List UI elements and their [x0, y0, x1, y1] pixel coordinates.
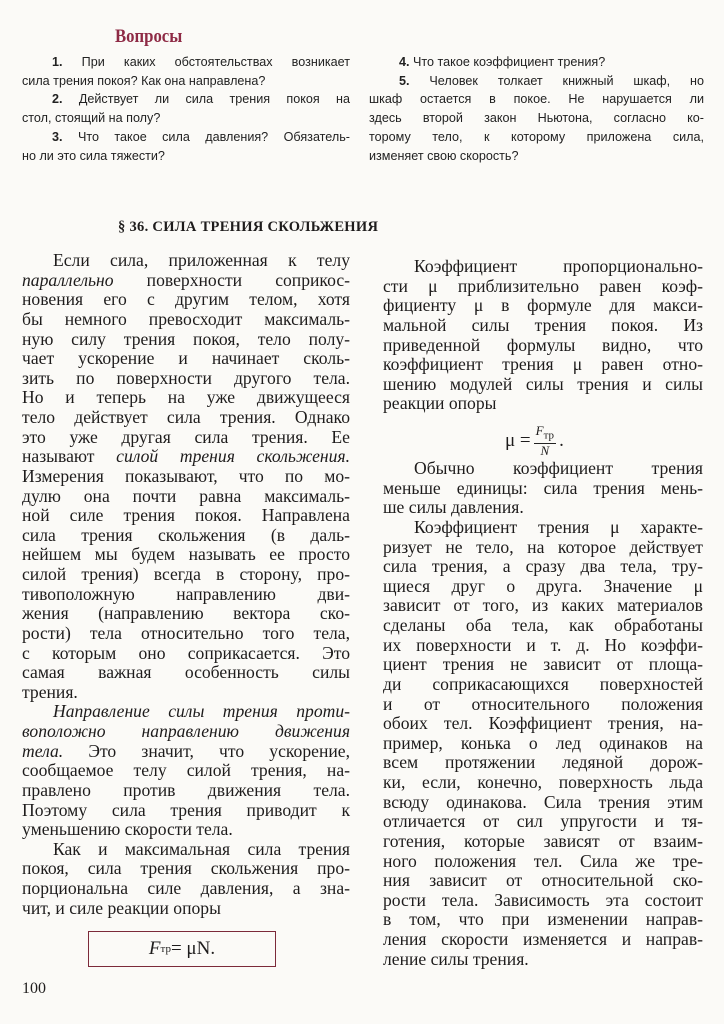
text-line: Коэффициент пропорционально-: [414, 256, 703, 276]
page-number: 100: [22, 980, 46, 997]
text-line: зить по поверхности другого тела.: [22, 367, 350, 388]
text-line: уменьшению скорости тела.: [22, 819, 233, 840]
text-line: самая важная особенность силы: [22, 662, 350, 683]
numerator-symbol: F: [535, 423, 544, 438]
text-line: сообщаемое телу силой трения, на-: [22, 760, 350, 781]
text-line: рости тела. Зависимость эта состоит: [383, 889, 703, 910]
text-line: ше силы давления.: [383, 497, 524, 518]
section-heading: § 36. СИЛА ТРЕНИЯ СКОЛЬЖЕНИЯ: [118, 219, 379, 235]
question-text: Что такое коэффициент трения?: [413, 55, 606, 69]
text-line: Поэтому сила трения приводит к: [22, 799, 350, 820]
question-number: 5.: [399, 73, 410, 88]
text-line: меньше единицы: сила трения мень-: [383, 477, 703, 498]
text-line: шению модулей силы трения и силы: [383, 373, 703, 394]
left-text-column: [22, 251, 350, 918]
text-line: сделаны оба тела, как обработаны: [383, 615, 703, 635]
text-line: силой трения) всегда в сторону, про-: [22, 564, 350, 584]
text-line: трения.: [22, 681, 78, 702]
paragraph: [22, 702, 350, 839]
question-number: 1.: [52, 55, 63, 69]
text-line: готения, которые зависят от взаим-: [383, 830, 703, 851]
friction-coefficient-formula: [505, 424, 564, 458]
question-line: [22, 53, 350, 72]
text-line: щиеся друг о друга. Значение μ: [383, 575, 703, 596]
text-line: приведенной формулы видно, что: [383, 334, 703, 355]
question-text: здесь второй закон Ньютона, согласно ко-: [369, 111, 704, 126]
text-line: Коэффициент трения μ характе-: [414, 516, 703, 537]
text-line: фициенту μ в формуле для макси-: [383, 295, 703, 316]
text-line: циент трения не зависит от площа-: [383, 654, 703, 675]
questions-title: Вопросы: [115, 26, 183, 47]
question-line: [369, 72, 704, 91]
italic-text: воположно направлению движения: [22, 721, 350, 741]
question-line: [22, 72, 350, 91]
text-line: ного положения тел. Сила же тре-: [383, 850, 703, 871]
right-text-column-bottom: [383, 459, 703, 969]
text-line: ления скорости изменяется и направ-: [383, 929, 703, 949]
text-line: их поверхности и т. д. Но коэффи-: [383, 634, 703, 655]
text-line: ки, если, конечно, поверхность льда: [383, 772, 703, 792]
question-text: стол, стоящий на полу?: [22, 111, 161, 126]
questions-left-column: [22, 53, 350, 165]
text-line: пример, конька о лед одинаков на: [383, 732, 703, 753]
questions-right-column: [369, 53, 704, 165]
question-text: но ли это сила тяжести?: [22, 148, 165, 163]
text-line: сила трения, а сразу два тела, тру-: [383, 556, 703, 577]
text-line: всем протяжении ледяной дорож-: [383, 752, 703, 773]
question-number: 4.: [399, 55, 410, 69]
text-line: бы немного превосходит максималь-: [22, 308, 350, 329]
text-line: чит, и силе реакции опоры: [22, 897, 221, 918]
text-line: Но и теперь на уже движущееся: [22, 387, 350, 408]
text-line: новения его с другим телом, хотя: [22, 289, 350, 310]
text-line: сти μ приблизительно равен коэф-: [383, 275, 703, 296]
question-text: изменяет свою скорость?: [369, 148, 519, 163]
question-number: 3.: [52, 129, 63, 144]
text-segment: Это значит, что ускорение,: [63, 740, 350, 761]
text-line: [22, 271, 350, 291]
text-line: ризует не тело, на которое действует: [383, 536, 703, 557]
numerator-subscript: тр: [543, 429, 555, 442]
text-line: [22, 722, 350, 742]
question-text: шкаф остается в покое. Не нарушается ли: [369, 92, 704, 107]
question-line: [369, 147, 704, 166]
text-line: это уже другая сила трения. Ее: [22, 426, 350, 447]
text-line: правлено против движения тела.: [22, 779, 350, 800]
text-line: ной силе трения покоя. Направлена: [22, 505, 350, 526]
text-line: с которым оно соприкасается. Это: [22, 642, 350, 663]
text-line: ния зависит от относительной ско-: [383, 870, 703, 891]
text-segment: поверхности соприкос-: [113, 269, 350, 290]
question-line: [369, 90, 704, 109]
paragraph: [383, 459, 703, 518]
text-line: коэффициент трения μ равен отно-: [383, 354, 703, 375]
question-text: При каких обстоятельствах возникает: [81, 55, 351, 69]
text-line: мальной силы трения покоя. Из: [383, 314, 703, 335]
text-line: чает ускорение и начинает сколь-: [22, 348, 350, 369]
friction-formula-box: [88, 931, 276, 967]
italic-text: Направление силы трения проти-: [53, 701, 350, 722]
question-text: Действует ли сила трения покоя на: [78, 92, 350, 107]
question-text: Человек толкает книжный шкаф, но: [429, 73, 705, 88]
text-line: ди соприкасающихся поверхностей: [383, 673, 703, 694]
text-line: сила трения скольжения (в даль-: [22, 524, 350, 545]
paragraph: [22, 840, 350, 919]
text-line: дулю она почти равна максималь-: [22, 485, 350, 506]
paragraph: [383, 257, 703, 414]
question-line: [369, 53, 704, 72]
formula-force-symbol: F: [148, 938, 161, 959]
ratio-lhs: μ =: [505, 429, 531, 451]
text-line: покоя, сила трения скольжения про-: [22, 858, 350, 879]
paragraph: [22, 251, 350, 702]
italic-text: тела.: [22, 740, 64, 761]
ratio-fraction: [534, 424, 556, 458]
paragraph: [383, 518, 703, 969]
text-line: ную силу трения покоя, тело полу-: [22, 328, 350, 349]
right-text-column-top: [383, 257, 703, 414]
text-line: тело действует сила трения. Однако: [22, 407, 350, 427]
text-line: реакции опоры: [383, 393, 497, 414]
text-line: отличается от сил упругости и тя-: [383, 811, 703, 832]
question-number: 2.: [52, 92, 63, 107]
ratio-numerator: [534, 424, 556, 444]
text-line: [22, 702, 350, 722]
italic-text: силой трения скольжения.: [116, 446, 350, 467]
question-line: [369, 109, 704, 128]
question-line: [22, 147, 350, 166]
ratio-denominator: N: [540, 442, 550, 458]
formula-force-subscript: тр: [160, 943, 171, 955]
text-segment: называют: [22, 446, 117, 467]
text-line: ление силы трения.: [383, 948, 529, 969]
text-line: рости) тела относительно того тела,: [22, 622, 350, 643]
text-line: Как и максимальная сила трения: [53, 838, 350, 859]
text-line: Если сила, приложенная к телу: [53, 250, 350, 270]
question-text: сила трения покоя? Как она направлена?: [22, 73, 266, 88]
text-line: Измерения показывают, что по мо-: [22, 465, 350, 486]
question-text: Что такое сила давления? Обязатель-: [77, 129, 350, 144]
question-line: [22, 90, 350, 109]
question-line: [22, 109, 350, 128]
text-line: порциональна силе давления, а зна-: [22, 878, 350, 898]
text-line: в том, что при изменении направ-: [383, 909, 703, 930]
text-line: [22, 447, 350, 467]
question-line: [22, 128, 350, 147]
question-text: торому тело, к которому приложена сила,: [369, 129, 704, 144]
text-line: жения (направлению вектора ско-: [22, 603, 350, 624]
text-line: Обычно коэффициент трения: [414, 458, 703, 478]
text-line: [22, 742, 350, 762]
text-line: зависит от того, из каких материалов: [383, 595, 703, 616]
italic-text: параллельно: [22, 269, 114, 290]
text-line: тивоположную направлению дви-: [22, 583, 350, 604]
question-line: [369, 128, 704, 147]
text-line: всюду одинакова. Сила трения этим: [383, 791, 703, 812]
text-line: обоих тел. Коэффициент трения, на-: [383, 713, 703, 734]
text-line: нейшем мы будем называть ее просто: [22, 544, 350, 565]
ratio-end: .: [559, 429, 564, 451]
formula-rhs: = μN.: [170, 938, 216, 959]
text-line: и от относительного положения: [383, 693, 703, 714]
